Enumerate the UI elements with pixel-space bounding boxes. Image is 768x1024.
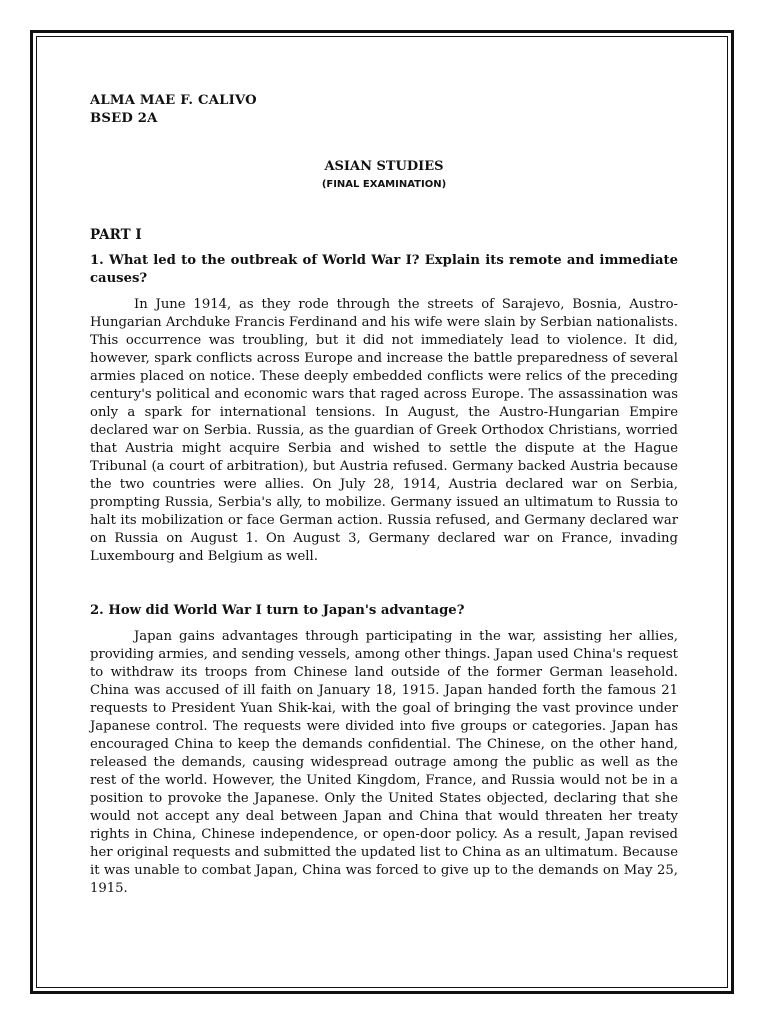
question-2: 2. How did World War I turn to Japan's advantage? — [90, 603, 465, 618]
question-1: 1. What led to the outbreak of World War I? Explain its remote and immediate causes? — [90, 253, 678, 286]
answer-1: In June 1914, as they rode through the streets of Sarajevo, Bosnia, Austro-Hungarian Archduke Francis Ferdinand and his wife were slain by Serbian nationalists. This occurrence was troubling, but it did not immediately lead to violence. It did, however, spark conflicts across Europe and increase the battle preparedness of several armies placed on notice. These deeply embedded conflicts were relics of the preceding century's political and economic wars that raged across Europe. The assassination was only a spark for international tensions. In August, the Austro-Hungarian Empire declared war on Serbia. Russia, as the guardian of Greek Orthodox Christians, worried that Austria might acquire Serbia and wished to settle the dispute at the Hague Tribunal (a court of arbitration), but Austria refused. Germany backed Austria because the two countries were allies. On July 28, 1914, Austria declared war on Serbia, prompting Russia, Serbia's ally, to mobilize. Germany issued an ultimatum to Russia to halt its mobilization or face German action. Russia refused, and Germany declared war on Russia on August 1. On August 3, Germany declared war on France, invading Luxembourg and Belgium as well. — [90, 297, 678, 564]
part-heading: PART I — [90, 227, 142, 243]
title-block — [90, 158, 678, 194]
student-course: BSED 2A — [90, 111, 158, 126]
document-title: ASIAN STUDIES — [324, 159, 444, 174]
student-name: ALMA MAE F. CALIVO — [90, 93, 257, 108]
answer-2: Japan gains advantages through participating in the war, assisting her allies, providing armies, and sending vessels, among other things. Japan used China's request to withdraw its troops from Chinese land outside of the former German leasehold. China was accused of ill faith on January 18, 1915. Japan handed forth the famous 21 requests to President Yuan Shik-kai, with the goal of bringing the vast province under Japanese control. The requests were divided into five groups or categories. Japan has encouraged China to keep the demands confidential. The Chinese, on the other hand, released the demands, causing widespread outrage among the public as well as the rest of the world. However, the United Kingdom, France, and Russia would not be in a position to provoke the Japanese. Only the United States objected, declaring that she would not accept any deal between Japan and China that would threaten her treaty rights in China, Chinese independence, or open-door policy. As a result, Japan revised her original requests and submitted the updated list to China as an ultimatum. Because it was unable to combat Japan, China was forced to give up to the demands on May 25, 1915. — [90, 629, 678, 896]
document-subtitle: (FINAL EXAMINATION) — [321, 179, 447, 190]
document-content — [90, 92, 678, 898]
